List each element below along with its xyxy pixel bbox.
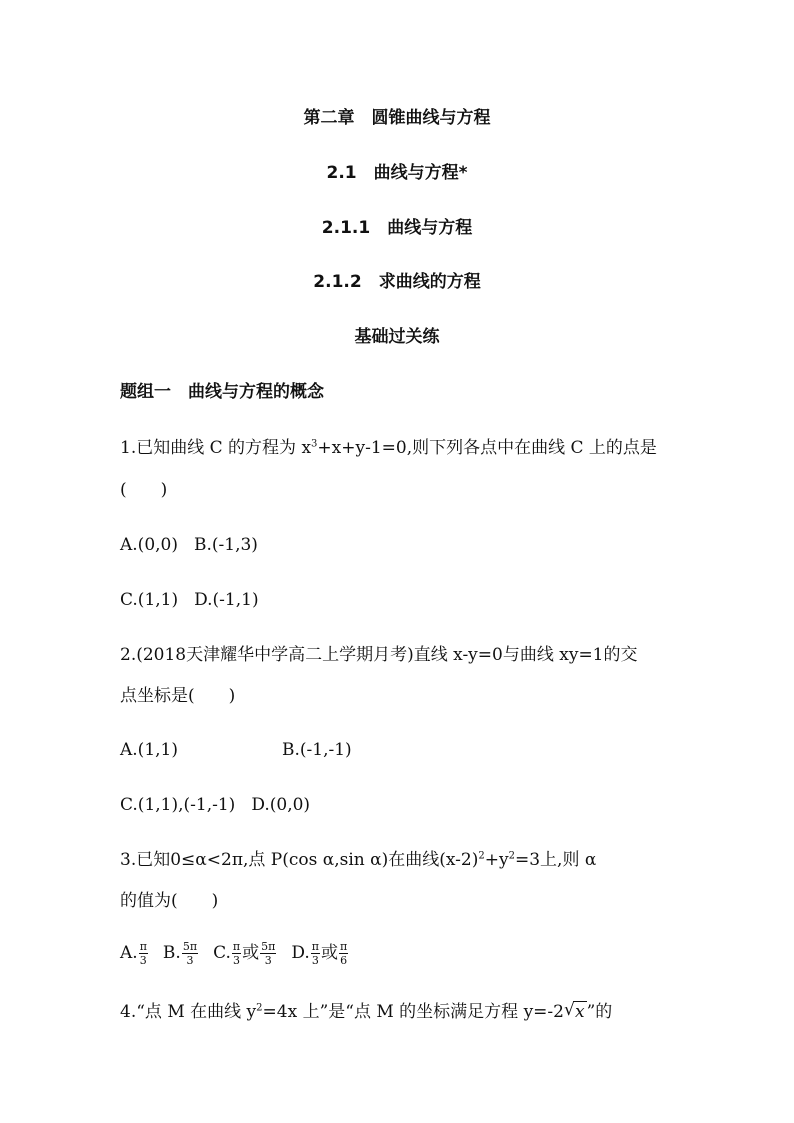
q3-option-c-label: C. <box>213 943 231 963</box>
practice-title: 基础过关练 <box>354 327 440 347</box>
q3-option-a[interactable] <box>120 940 149 967</box>
question-2-stem-continued: 点坐标是( ) <box>120 686 236 706</box>
fraction-numerator: 5π <box>182 940 198 953</box>
fraction-denominator: 3 <box>139 954 147 967</box>
q3-option-c-fraction-1 <box>232 940 241 967</box>
q3-option-b-fraction <box>182 940 198 967</box>
subsection-title-2: 2.1.2 求曲线的方程 <box>313 272 481 292</box>
fraction-numerator: π <box>311 940 320 953</box>
q2-option-b[interactable]: B.(-1,-1) <box>281 740 352 760</box>
q1-exponent: 3 <box>311 438 318 450</box>
q4-square-root <box>564 1000 587 1024</box>
q4-radicand: x <box>574 1002 585 1022</box>
q2-option-d[interactable]: D.(0,0) <box>251 795 311 815</box>
q4-stem-part-b: =4x 上”是“点 M 的坐标满足方程 y=-2 <box>262 1002 564 1022</box>
question-1-options-row-2 <box>120 588 259 612</box>
question-3-stem <box>120 848 596 872</box>
q3-option-c-or: 或 <box>242 943 260 963</box>
section-title: 2.1 曲线与方程* <box>326 163 468 183</box>
q3-option-c[interactable] <box>213 940 277 967</box>
fraction-numerator: 5π <box>261 940 276 953</box>
question-3-stem-continued: 的值为( ) <box>120 891 219 911</box>
q3-option-d-label: D. <box>291 943 310 963</box>
q1-stem-part-a: 1.已知曲线 C 的方程为 x <box>120 438 312 458</box>
q2-option-a[interactable]: A.(1,1) <box>120 740 178 760</box>
q3-option-d-or: 或 <box>321 943 339 963</box>
q3-option-a-fraction <box>139 940 148 967</box>
q4-exponent: 2 <box>256 1002 263 1014</box>
question-1-answer-paren: ( ) <box>120 480 168 500</box>
q1-option-b[interactable]: B.(-1,3) <box>193 535 258 555</box>
q4-stem-part-c: ”的 <box>586 1002 613 1022</box>
radical-sign-icon: √ <box>563 1000 575 1020</box>
q3-option-b[interactable] <box>163 940 199 967</box>
fraction-denominator: 3 <box>311 954 319 967</box>
fraction-denominator: 3 <box>186 954 194 967</box>
q3-option-d-fraction-1 <box>311 940 320 967</box>
question-group-title: 题组一 曲线与方程的概念 <box>120 382 324 402</box>
q3-stem-part-c: =3上,则 α <box>515 850 597 870</box>
subsection-title-1: 2.1.1 曲线与方程 <box>321 218 473 238</box>
q3-option-a-label: A. <box>120 943 138 963</box>
q1-option-a[interactable]: A.(0,0) <box>120 535 178 555</box>
chapter-title: 第二章 圆锥曲线与方程 <box>303 108 491 128</box>
question-2-stem: 2.(2018天津耀华中学高二上学期月考)直线 x-y=0与曲线 xy=1的交 <box>120 645 638 665</box>
question-2-options-row-1 <box>120 738 352 762</box>
q3-option-d-fraction-2 <box>339 940 348 967</box>
q3-exponent-1: 2 <box>478 850 485 862</box>
question-1-options-row-1 <box>120 533 258 557</box>
fraction-numerator: π <box>232 940 241 953</box>
q1-option-c[interactable]: C.(1,1) <box>120 590 179 610</box>
question-1-stem <box>120 436 657 460</box>
question-4-stem <box>120 1000 612 1024</box>
q4-stem-part-a: 4.“点 M 在曲线 y <box>120 1002 257 1022</box>
q1-stem-part-b: +x+y-1=0,则下列各点中在曲线 C 上的点是 <box>317 438 657 458</box>
fraction-numerator: π <box>139 940 147 953</box>
q2-option-c[interactable]: C.(1,1),(-1,-1) <box>120 795 236 815</box>
q3-option-c-fraction-2 <box>260 940 276 967</box>
question-2-options-row-2 <box>120 793 310 817</box>
q3-exponent-2: 2 <box>508 850 515 862</box>
question-3-options <box>120 940 349 967</box>
fraction-denominator: 6 <box>340 954 348 967</box>
q1-option-d[interactable]: D.(-1,1) <box>194 590 259 610</box>
fraction-numerator: π <box>340 940 348 953</box>
q3-option-d[interactable] <box>291 940 349 967</box>
q3-option-b-label: B. <box>162 943 181 963</box>
q3-stem-part-b: +y <box>484 850 509 870</box>
fraction-denominator: 3 <box>264 954 272 967</box>
q3-stem-part-a: 3.已知0≤α<2π,点 P(cos α,sin α)在曲线(x-2) <box>120 850 479 870</box>
fraction-denominator: 3 <box>232 954 240 967</box>
